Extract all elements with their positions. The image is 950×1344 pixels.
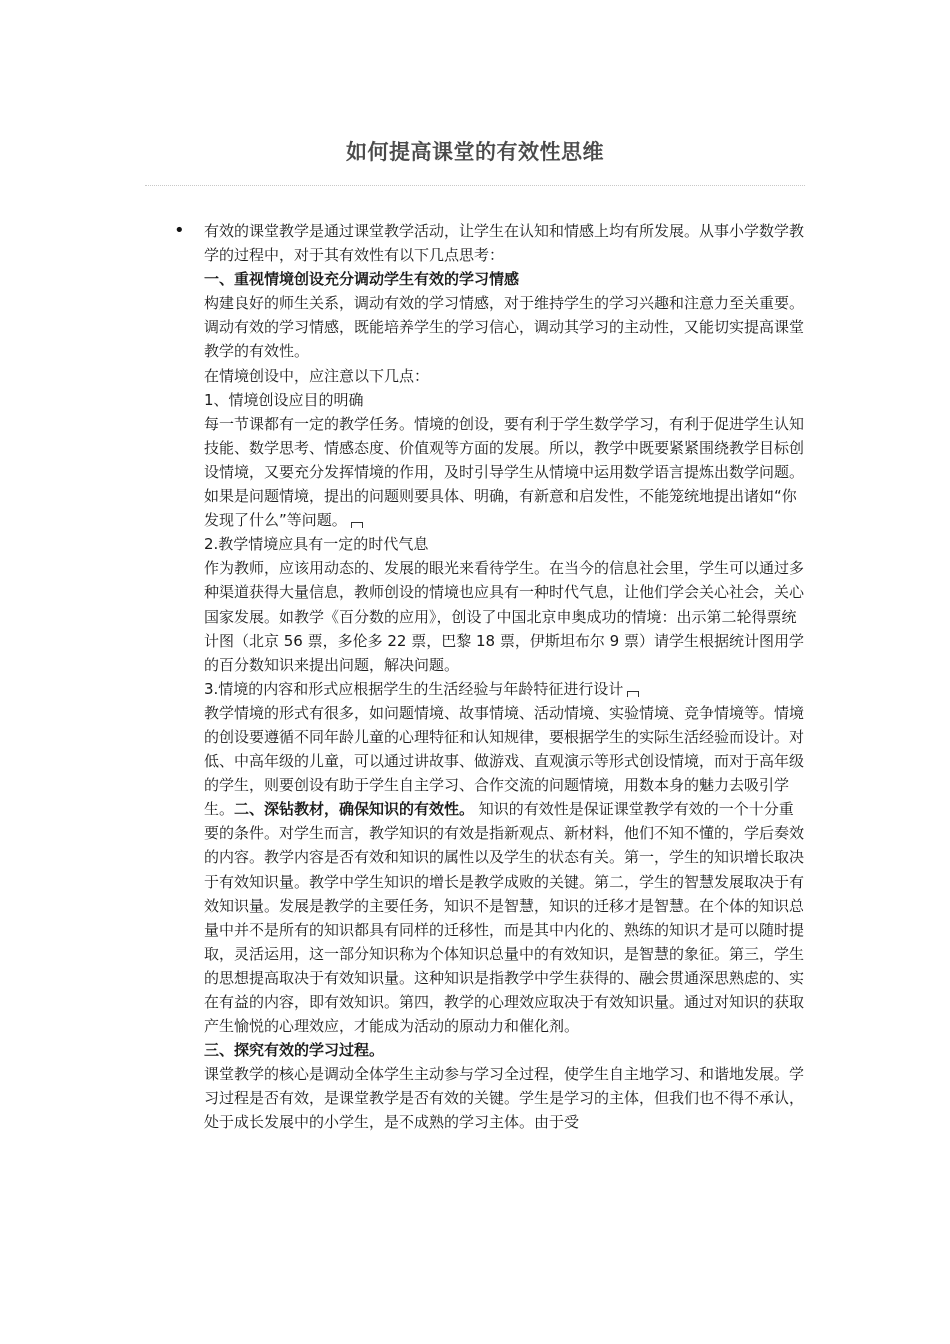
point2-heading: 2.教学情境应具有一定的时代气息 <box>204 535 429 554</box>
title-divider <box>145 185 805 186</box>
paragraph-mark-icon <box>351 522 363 528</box>
bullet-icon: • <box>174 220 185 241</box>
section2-body: 知识的有效性是保证课堂教学有效的一个十分重要的条件。对学生而言，教学知识的有效是指新观点、新材料，他们不知不懂的，学后奏效的内容。教学内容是否有效和知识的属性以及学生的状态有关。第一，学生的知识增长取决于有效知识量。教学中学生知识的增长是教学成败的关键。第二，学生的智慧发展取决于有效知识量。发展是教学的主要任务，知识不是智慧，知识的迁移才是智慧。在个体的知识总量中并不是所有的知识都具有同样的迁移性，而是其中内化的、熟练的知识才是可以随时提取，灵活运用，这一部分知识称为个体知识总量中的有效知识，是智慧的象征。第三，学生的思想提高取决于有效知识量。这种知识是指教学中学生获得的、融会贯通深思熟虑的、实在有益的内容，即有效知识。第四，教学的心理效应取决于有效知识量。通过对知识的获取产生愉悦的心理效应，才能成为活动的原动力和催化剂。 <box>204 800 805 1036</box>
intro-paragraph: 有效的课堂教学是通过课堂教学活动，让学生在认知和情感上均有所发展。从事小学数学教学的过程中，对于其有效性有以下几点思考： <box>204 222 805 265</box>
point2-paragraph: 作为教师，应该用动态的、发展的眼光来看待学生。在当今的信息社会里，学生可以通过多种渠道获得大量信息，教师创设的情境也应具有一种时代气息，让他们学会关心社会，关心国家发展。如教学《百分数的应用》，创设了中国北京申奥成功的情境：出示第二轮得票统计图（北京 56 票，多伦多 22 票，巴黎 18 票，伊斯坦布尔 9 票）请学生根据统计图用学的百分数知识来提出问题，解决问题。 <box>204 559 805 674</box>
point1-body: 每一节课都有一定的教学任务。情境的创设，要有利于学生数学学习，有利于促进学生认知技能、数学思考、情感态度、价值观等方面的发展。所以，教学中既要紧紧围绕教学目标创设情境，又要充分发挥情境的作用，及时引导学生从情境中运用数学语言提炼出数学问题。如果是问题情境，提出的问题则要具体、明确，有新意和启发性，不能笼统地提出诸如“你发现了什么”等问题。 <box>204 414 805 530</box>
section1-paragraph-1: 构建良好的师生关系，调动有效的学习情感，对于维持学生的学习兴趣和注意力至关重要。调动有效的学习情感，既能培养学生的学习信心，调动其学习的主动性，又能切实提高课堂教学的有效性。 <box>204 294 805 361</box>
document-body <box>204 219 807 1135</box>
section1-paragraph-2: 在情境创设中，应注意以下几点： <box>204 366 430 385</box>
section3-paragraph: 课堂教学的核心是调动全体学生主动参与学习全过程，使学生自主地学习、和谐地发展。学习过程是否有效，是课堂教学是否有效的关键。学生是学习的主体，但我们也不得不承认，处于成长发展中的小学生，是不成熟的学习主体。由于受 <box>204 1065 805 1132</box>
point1-heading: 1、情境创设应目的明确 <box>204 390 364 409</box>
point3-paragraph <box>204 701 807 1038</box>
section3-heading: 三、探究有效的学习过程。 <box>204 1041 385 1060</box>
document-title: 如何提高课堂的有效性思维 <box>346 140 604 164</box>
point1-paragraph <box>204 412 807 532</box>
point3-heading-line <box>204 677 807 701</box>
point3-body: 教学情境的形式有很多，如问题情境、故事情境、活动情境、实验情境、竞争情境等。情境的创设要遵循不同年龄儿童的心理特征和认知规律，要根据学生的实际生活经验而设计。对低、中高年级的儿童，可以通过讲故事、做游戏、直观演示等形式创设情境，而对于高年级的学生，则要创设有助于学生自主学习、合作交流的问题情境，用数本身的魅力去吸引学生。 <box>204 703 805 819</box>
section2-heading: 二、深钻教材，确保知识的有效性。 <box>234 800 475 819</box>
section1-heading: 一、重视情境创设充分调动学生有效的学习情感 <box>204 270 520 289</box>
point3-heading: 3.情境的内容和形式应根据学生的生活经验与年龄特征进行设计 <box>204 679 624 698</box>
paragraph-mark-icon <box>627 691 639 697</box>
